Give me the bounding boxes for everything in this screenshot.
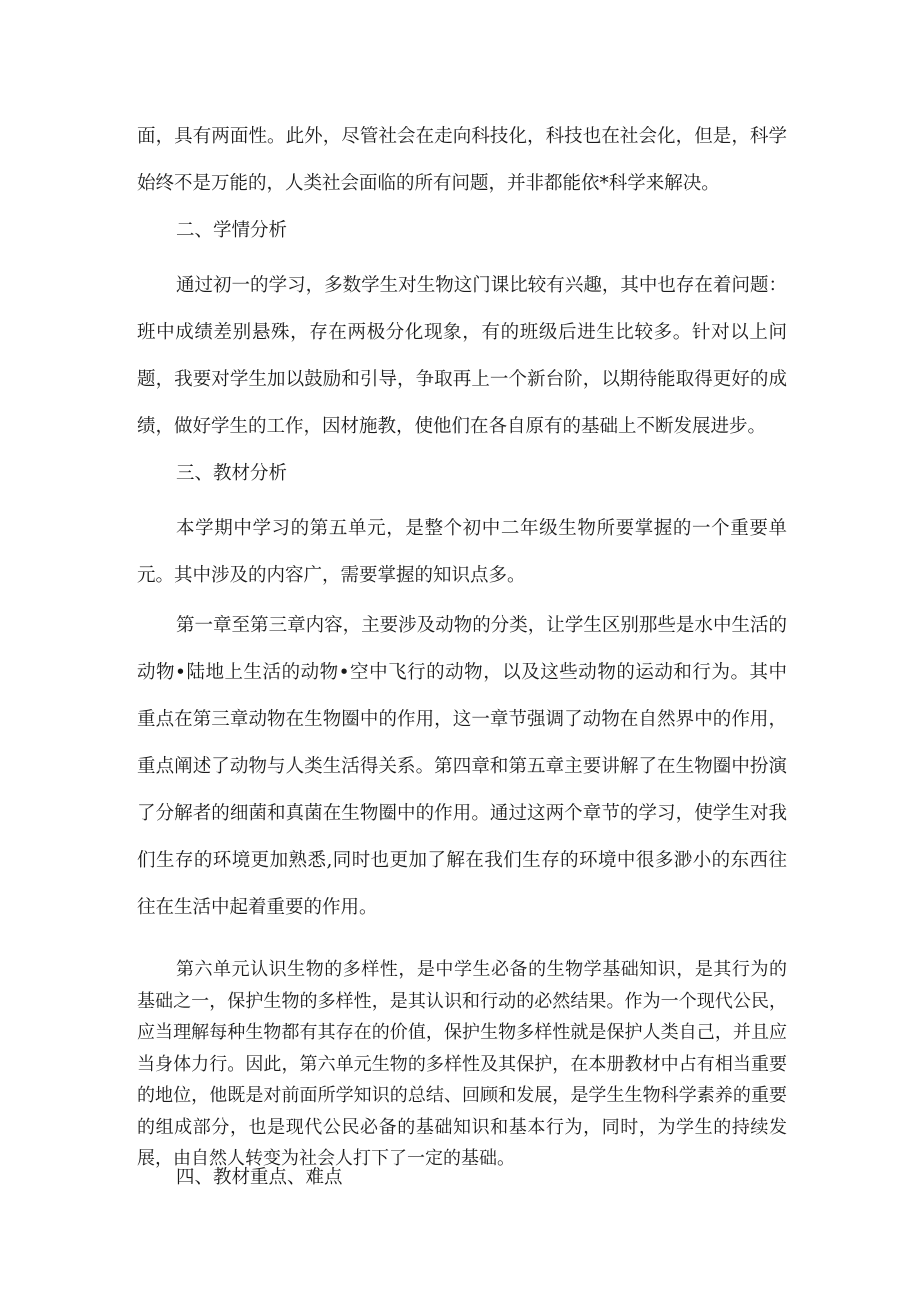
paragraph-unit-five: 本学期中学习的第五单元，是整个初中二年级生物所要掌握的一个重要单元。其中涉及的内容广，需要掌握的知识点多。 (137, 518, 787, 586)
section-heading-textbook-analysis: 三、教材分析 (176, 463, 288, 484)
paragraph-learning-analysis: 通过初一的学习，多数学生对生物这门课比较有兴趣，其中也存在着问题：班中成绩差别悬殊，存在两极分化现象，有的班级后进生比较多。针对以上问题，我要对学生加以鼓励和引导，争取再上一个新台阶，以期待能取得更好的成绩，做好学生的工作，因材施教，使他们在各自原有的基础上不断发展进步。 (137, 275, 787, 437)
paragraph-unit-six: 第六单元认识生物的多样性，是中学生必备的生物学基础知识，是其行为的基础之一，保护生物的多样性，是其认识和行动的必然结果。作为一个现代公民，应当理解每种生物都有其存在的价值，保护生物多样性就是保护人类自己，并且应当身体力行。因此，第六单元生物的多样性及其保护，在本册教材中占有相当重要的地位，他既是对前面所学知识的总结、回顾和发展，是学生生物科学素养的重要的组成部分，也是现代公民必备的基础知识和基本行为，同时，为学生的持续发展，由自然人转变为社会人打下了一定的基础。 (137, 959, 787, 1169)
section-heading-key-points: 四、教材重点、难点 (176, 1167, 343, 1188)
section-heading-learning-analysis: 二、学情分析 (176, 220, 288, 241)
paragraph-chapters: 第一章至第三章内容，主要涉及动物的分类，让学生区别那些是水中生活的动物•陆地上生活的动物•空中飞行的动物，以及这些动物的运动和行为。其中重点在第三章动物在生物圈中的作用，这一章节强调了动物在自然界中的作用，重点阐述了动物与人类生活得关系。第四章和第五章主要讲解了在生物圈中扮演了分解者的细菌和真菌在生物圈中的作用。通过这两个章节的学习，使学生对我们生存的环境更加熟悉,同时也更加了解在我们生存的环境中很多渺小的东西往往在生活中起着重要的作用。 (137, 615, 787, 918)
paragraph-continuation: 面，具有两面性。此外，尽管社会在走向科技化，科技也在社会化，但是，科学始终不是万能的，人类社会面临的所有问题，并非都能依*科学来解决。 (137, 126, 787, 194)
